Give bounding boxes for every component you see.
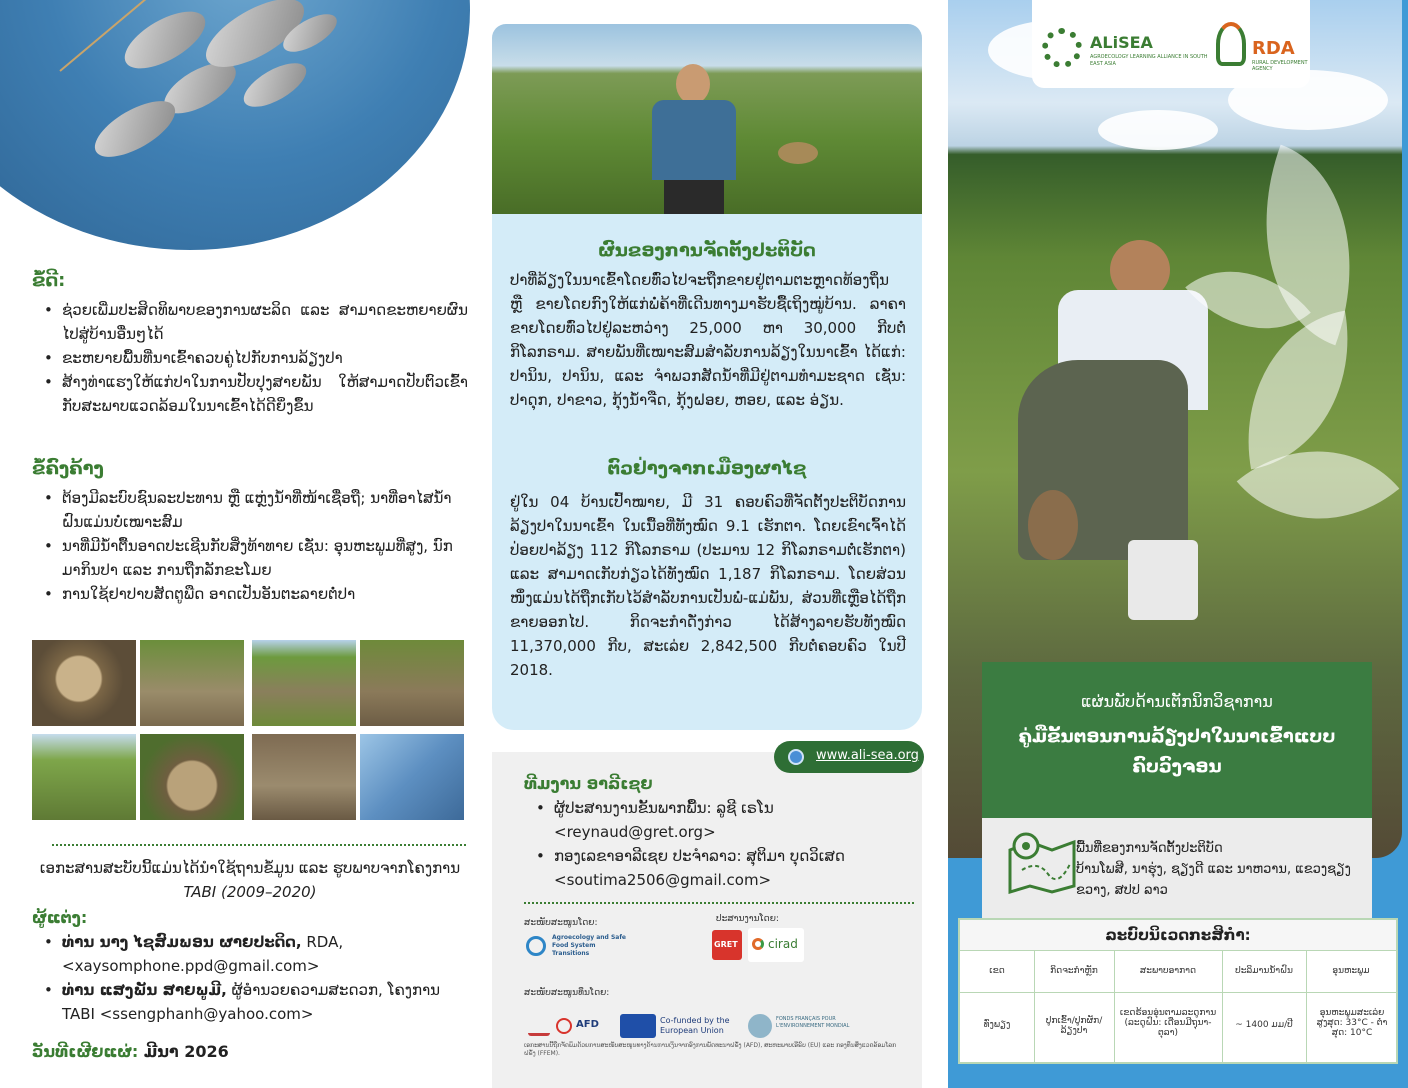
location-label: ພື້ນທີ່ຂອງການຈັດຕັ້ງປະຕິບັດ bbox=[1076, 841, 1223, 856]
cirad-logo-icon bbox=[752, 938, 764, 950]
author-item bbox=[32, 930, 472, 978]
brochure-type: ແຜ່ນພັບດ້ານເຕັກນິກວິຊາການ bbox=[1081, 692, 1273, 711]
credit-note bbox=[32, 856, 468, 904]
table-header-cell: ສະພາບອາກາດ bbox=[1139, 966, 1197, 976]
credit-line: ເອກະສານສະບັບນີ້ແມ່ນໄດ້ນໍາໃຊ້ຖານຂໍ້ມູນ ແລະ ຮູບພາບຈາກໂຄງການ bbox=[39, 859, 461, 877]
pros-title: ຂໍ້ດີ: bbox=[32, 270, 66, 291]
fish-harvest-photo bbox=[0, 0, 470, 250]
asset-logo bbox=[524, 932, 634, 960]
website-link[interactable] bbox=[774, 741, 924, 773]
photo-thumb bbox=[252, 734, 356, 820]
publish-date-label: ວັນທີເຜີຍແຜ່: bbox=[32, 1042, 139, 1061]
pros-list bbox=[32, 298, 468, 418]
author-item bbox=[32, 978, 472, 1026]
eu-logo-text: Co-funded by the European Union bbox=[660, 1016, 730, 1035]
author-role: RDA, bbox=[301, 933, 344, 951]
rda-logo-icon bbox=[1216, 22, 1246, 66]
pros-item: • ສ້າງທ່າແຮງໃຫ້ແກ່ປາໃນການປັບປຸງສາຍພັນ ໃຫ້ສາມາດປັບຕົວເຂົ້າກັບສະພາບແວດລ້ອມໃນນາເຂົ້າໄດ້ດີຍິ່ງຂຶ້ນ bbox=[32, 370, 468, 418]
agroecology-table bbox=[958, 918, 1398, 1064]
cirad-logo-text: cirad bbox=[768, 937, 798, 951]
fishing-net bbox=[1028, 490, 1078, 560]
photo-thumb bbox=[360, 734, 464, 820]
authors-title: ຜູ້ແຕ່ງ: bbox=[32, 908, 88, 927]
location-villages: ບ້ານໂພສີ, ນາຮຸ່ງ, ຊຽງດີ ແລະ ນາຫວານ, ແຂວງຊຽງຂວາງ, ສປປ ລາວ bbox=[1076, 862, 1351, 898]
table-title: ລະບົບນິເວດກະສິກໍາ: bbox=[960, 920, 1396, 950]
cons-title: ຂໍ້ຄົງຄ້າງ bbox=[32, 458, 104, 479]
afd-logo-text: AFD bbox=[576, 1019, 599, 1030]
pros-item: • ຊ່ວຍເພີ່ມປະສິດທິພາບຂອງການຜະລິດ ແລະ ສາມາດຂະຫຍາຍຜົນໄປສູ່ບ້ານອື່ນໆໄດ້ bbox=[32, 298, 468, 346]
example-text: ຢູ່ໃນ 04 ບ້ານເປົ້າໝາຍ, ມີ 31 ຄອບຄົວທີ່ຈັດຕັ້ງປະຕິບັດການລ້ຽງປາໃນນາເຂົ້າ ໃນເນື້ອທີ່ທັງໝົດ 9.1 ເຮັກຕາ. ໂດຍເຂົາເຈົ້າໄດ້ປ່ອຍປາລ້ຽງ 112 ກິໂລກຣາມ (ປະມານ 12 ກິໂລກຣາມຕໍ່ເຮັກຕາ) ແລະ ສາມາດເກັບກ່ຽວໄດ້ທັງໝົດ 1,187 ກິໂລກຣາມ. ໂດຍສ່ວນໜຶ່ງແມ່ນໄດ້ຖືກເກັບໄວ້ສໍາລັບການເປັນພໍ່-ແມ່ພັນ, ສ່ວນທີ່ເຫຼືອໄດ້ຖືກຂາຍອອກໄປ. ກິດຈະກໍາດັ່ງກ່າວ ໄດ້ສ້າງລາຍຮັບທັງໝົດ 11,370,000 ກີບ, ສະເລ່ຍ 2,842,500 ກີບຕໍ່ຄອບຄົວ ໃນປີ 2018. bbox=[510, 493, 906, 679]
alisea-logo-subtitle: AGROECOLOGY LEARNING ALLIANCE IN SOUTH EAST ASIA bbox=[1090, 54, 1208, 67]
credit-project: TABI (2009–2020) bbox=[183, 883, 317, 901]
farmer-figure bbox=[642, 64, 742, 214]
rda-logo-subtitle: RURAL DEVELOPMENT AGENCY bbox=[1252, 60, 1308, 72]
publish-date bbox=[32, 1042, 229, 1061]
author-name: ທ່ານ ແສງພັນ ສາຍພູມີ, bbox=[62, 981, 227, 999]
eu-flag-icon bbox=[620, 1014, 656, 1038]
publish-date-value: ມີນາ 2026 bbox=[143, 1042, 229, 1061]
alisea-logo-icon bbox=[1042, 28, 1082, 68]
author-role: ຜູ້ອໍານວຍຄວາມສະດວກ, ໂຄງການ bbox=[226, 981, 441, 999]
coordinated-by-label: ປະສານງານໂດຍ: bbox=[716, 914, 779, 924]
funding-disclaimer: ເອກະສານນີ້ຖືກຈັດພິມດ້ວຍການສະໜັບສະໜູນທາງດ້ານການເງິນຈາກອົງການພັດທະນາຝຣັ່ງ (AFD), ສະຫະພາບເອີຣົບ (EU) ແລະ ກອງທຶນສິ່ງແວດລ້ອມໂລກຝຣັ່ງ (FFEM). bbox=[524, 1042, 897, 1057]
fish-in-hand bbox=[778, 142, 818, 164]
asset-logo-text: Agroecology and Safe Food System Transitions bbox=[552, 934, 626, 957]
bucket bbox=[1128, 540, 1198, 620]
alisea-logo-text: ALiSEA bbox=[1090, 33, 1153, 52]
table-header-cell: ປະລິມານນໍ້າຝົນ bbox=[1235, 966, 1293, 976]
table-header-cell: ອຸນຫະພູມ bbox=[1332, 966, 1370, 976]
author-email[interactable]: TABI <ssengphanh@yahoo.com> bbox=[62, 1005, 314, 1023]
author-name: ທ່ານ ນາງ ໄຊສົມພອນ ຜາຍປະດິດ, bbox=[62, 933, 302, 951]
brochure-title: ຄູ່ມືຂັ້ນຕອນການລ້ຽງປາໃນນາເຂົ້າແບບຄົບວົງຈອນ bbox=[1018, 726, 1336, 777]
photo-thumb bbox=[252, 640, 356, 726]
cons-list bbox=[32, 486, 468, 606]
cons-item: • ຕ້ອງມີລະບົບຊົນລະປະທານ ຫຼື ແຫຼ່ງນໍ້າທີ່ໜ້າເຊື່ອຖື; ນາທີ່ອາໄສນໍ້າຝົນແມ່ນບໍ່ເໝາະສົມ bbox=[32, 486, 468, 534]
results-title: ຜົນຂອງການຈັດຕັ້ງປະຕິບັດ bbox=[598, 240, 816, 261]
afd-logo bbox=[556, 1016, 604, 1036]
rda-logo-text: RDA bbox=[1252, 38, 1295, 59]
photo-thumb bbox=[360, 640, 464, 726]
table-header-cell: ເຂດ bbox=[989, 966, 1005, 976]
photo-thumb bbox=[32, 640, 136, 726]
divider bbox=[524, 902, 914, 904]
team-list bbox=[524, 796, 904, 892]
photo-thumb bbox=[140, 734, 244, 820]
map-pin-icon bbox=[1002, 830, 1082, 894]
team-item: • ກອງເລຂາອາລີເຊຍ ປະຈໍາລາວ: ສຸຕິມາ ບຸດວິເສດ <soutima2506@gmail.com> bbox=[524, 844, 904, 892]
supported-by-label: ສະໜັບສະໜູນໂດຍ: bbox=[524, 918, 598, 928]
table-header-cell: ກິດຈະກໍາຫຼັກ bbox=[1050, 966, 1098, 976]
globe-icon bbox=[788, 749, 804, 765]
photo-grid bbox=[32, 640, 466, 822]
panel-left bbox=[0, 0, 472, 1088]
table-cell: ທົ່ງພຽງ bbox=[983, 1020, 1011, 1030]
afd-logo-icon bbox=[556, 1018, 572, 1034]
author-email[interactable]: <xaysomphone.ppd@gmail.com> bbox=[62, 957, 320, 975]
cons-item: • ນາທີ່ມີນໍ້າຕື້ນອາດປະເຊີນກັບສິ່ງທ້າທາຍ ເຊັ່ນ: ອຸນຫະພູມທີ່ສູງ, ນົກມາກິນປາ ແລະ ການຖືກລັກຂະໂມຍ bbox=[32, 534, 468, 582]
photo-thumb bbox=[32, 734, 136, 820]
table-cell: ເຂດຮ້ອນອຸ່ນຕາມລະດູການ (ລະດູຝົນ: ເດືອນມີຖຸນາ-ຕຸລາ) bbox=[1119, 1008, 1217, 1038]
divider bbox=[52, 844, 466, 846]
authors-list bbox=[32, 930, 472, 1026]
french-republic-logo bbox=[528, 1014, 550, 1036]
ffem-logo-icon bbox=[748, 1014, 772, 1038]
ffem-logo-text: FONDS FRANÇAIS POUR L'ENVIRONNEMENT MONDIAL bbox=[776, 1016, 850, 1029]
funded-by-label: ສະໜັບສະໜູນທຶນໂດຍ: bbox=[524, 988, 610, 998]
table-cell: ປູກເຂົ້າ/ປູກຜັກ/ລ້ຽງປາ bbox=[1045, 1016, 1103, 1036]
website-url[interactable]: www.ali-sea.org bbox=[816, 748, 919, 763]
example-title: ຕົວຢ່າງຈາກເມືອງຜາໄຊ bbox=[607, 458, 807, 479]
asset-logo-icon bbox=[526, 936, 546, 956]
pros-item: • ຂະຫຍາຍພື້ນທີ່ນາເຂົ້າຄວບຄູ່ໄປກັບການລ້ຽງປາ bbox=[32, 346, 468, 370]
cirad-logo bbox=[748, 928, 804, 962]
location-text bbox=[1076, 838, 1362, 901]
team-title: ທີມງານ ອາລີເຊຍ bbox=[524, 774, 653, 793]
farmer-photo bbox=[492, 24, 922, 214]
table-cell: ~ 1400 ມມ/ປີ bbox=[1235, 1020, 1293, 1030]
cons-item: • ການໃຊ້ຢາປາບສັດຕູພືດ ອາດເປັນອັນຕະລາຍຕໍ່ປາ bbox=[32, 582, 468, 606]
team-item: • ຜູ້ປະສານງານຂັ້ນພາກພື້ນ: ລູຊີ ເຣໂນ <reynaud@gret.org> bbox=[524, 796, 904, 844]
results-text: ປາທີ່ລ້ຽງໃນນາເຂົ້າໂດຍທົ່ວໄປຈະຖືກຂາຍຢູ່ຕາມຕະຫຼາດທ້ອງຖິ່ນ ຫຼື ຂາຍໂດຍກົງໃຫ້ແກ່ພໍ່ຄ້າທີ່ເດີນທາງມາຮັບຊື້ເຖິງໝູ່ບ້ານ. ລາຄາຂາຍໂດຍທົ່ວໄປຢູ່ລະຫວ່າງ 25,000 ຫາ 30,000 ກີບຕໍ່ກິໂລກຣາມ. ສາຍພັນທີ່ເໝາະສົມສໍາລັບການລ້ຽງໃນນາເຂົ້າ ໄດ້ແກ່: ປານິນ, ປານິນ, ແລະ ຈໍາພວກສັດນໍ້າທີ່ມີຢູ່ຕາມທໍາມະຊາດ ເຊັ່ນ: ປາດຸກ, ປາຂາວ, ກຸ້ງນໍ້າຈືດ, ກຸ້ງຝອຍ, ຫອຍ, ແລະ ອ່ຽນ. bbox=[510, 271, 906, 409]
table-cell: ອຸນຫະພູມສະເລ່ຍ ສູງສຸດ: 33°C - ຕໍ່າສຸດ: 10°C bbox=[1316, 1008, 1388, 1038]
gret-logo bbox=[712, 930, 742, 960]
photo-thumb bbox=[140, 640, 244, 726]
gret-logo-text: GRET bbox=[714, 940, 738, 949]
